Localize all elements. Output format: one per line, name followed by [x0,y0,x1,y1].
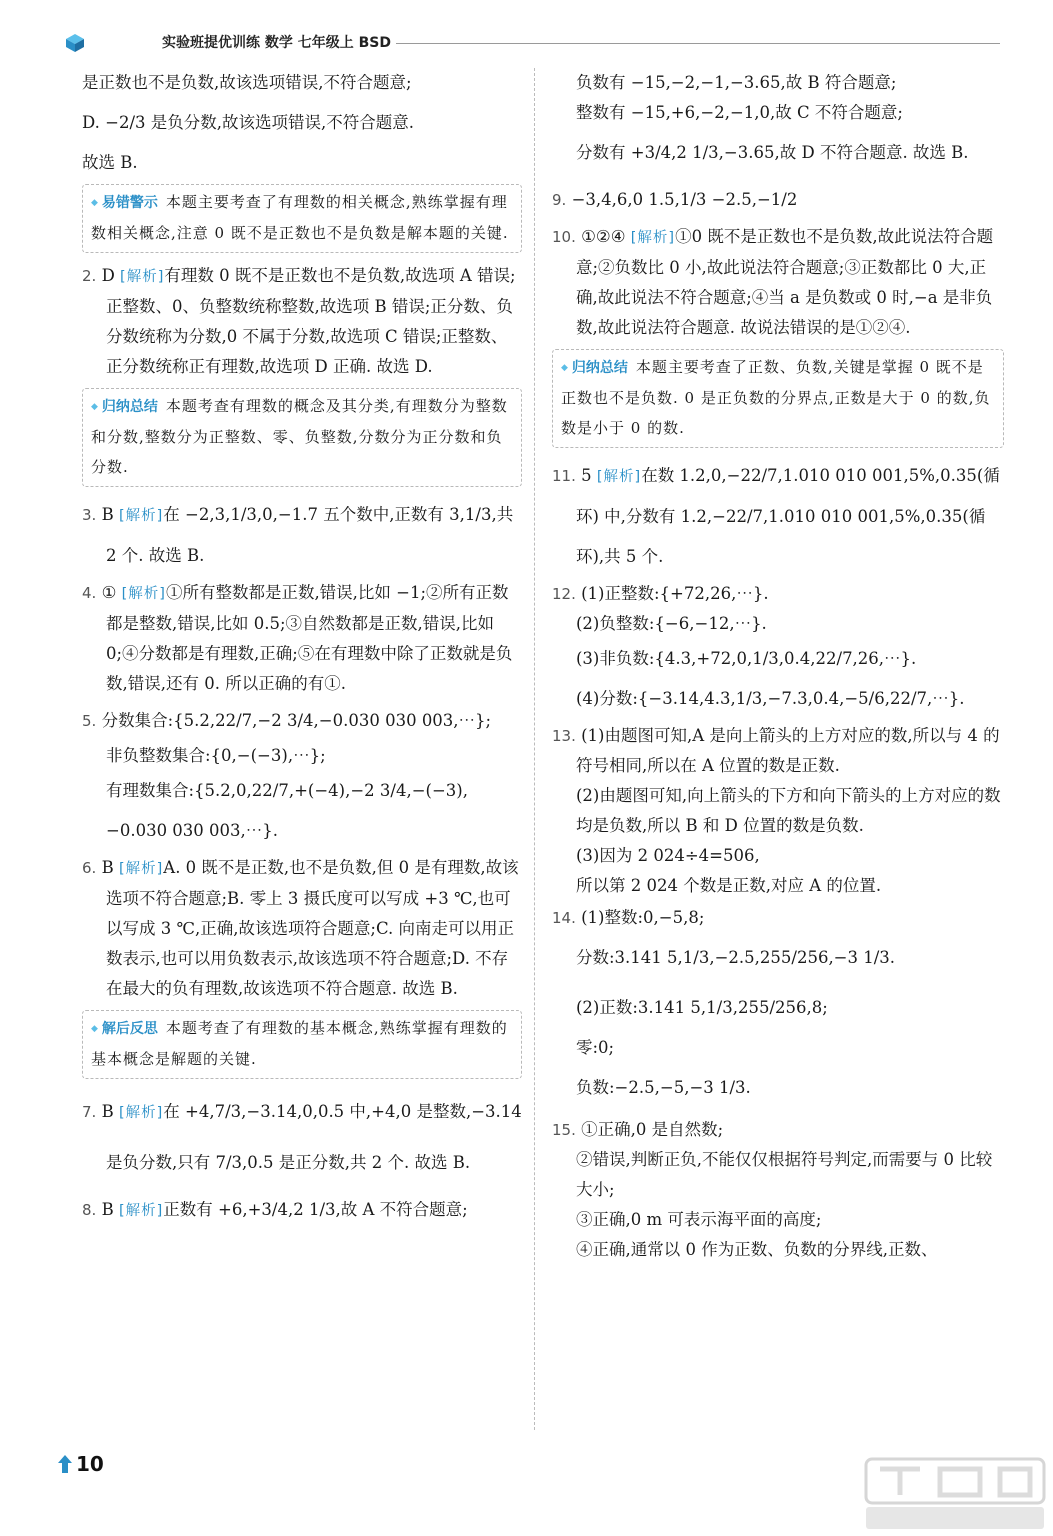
text-line [552,933,1004,983]
text-body: 故选 B. [82,153,138,172]
tip-box [82,388,522,487]
text-line [82,741,522,771]
question-number: 9. [552,191,567,209]
watermark-logo [860,1455,1050,1533]
text-body: 负数:−2.5,−5,−3 1/3. [576,1078,751,1097]
analysis-tag: [解析] [118,1203,164,1219]
text-body: 非负整数集合:{0,−(−3),⋯}; [106,746,326,765]
right-column [552,68,1004,1265]
text-body: 正数有 +6,+3/4,2 1/3,故 A 不符合题意; [163,1200,468,1219]
text-body: (1)整数:0,−5,8; [581,908,705,927]
question-item [82,1087,522,1188]
question-item [82,701,522,741]
tip-label: ◆ 归纳总结 [91,399,158,415]
answer: 5 [581,466,592,485]
tip-box [82,184,522,253]
question-number: 12. [552,585,576,603]
answer: B [101,1200,114,1219]
text-line [552,983,1004,1033]
text-line [82,148,522,178]
text-body: ①0 既不是正数也不是负数,故此说法符合题意;②负数比 0 小,故此说法符合题意;③正数都比 0 大,正确,故此说法不符合题意;④当 a 是负数或 0 时,−a 是非负数,故此说法符合题意. 故说法错误的是①②④. [576,227,994,337]
text-body: 分数:3.141 5,1/3,−2.5,255/256,−3 1/3. [576,948,896,967]
text-body: 有理数 0 既不是正数也不是负数,故选项 A 错误;正整数、0、负整数统称整数,故选项 B 错误;正分数、负分数统称为分数,0 不属于分数,故选项 C 错误;正整数、正分数统称正有理数,故选项 D 正确. 故选 D. [106,266,516,376]
question-item [82,1190,522,1231]
question-number: 3. [82,506,97,524]
question-number: 11. [552,467,576,485]
question-item [552,222,1004,343]
question-item [552,579,1004,609]
question-item [552,903,1004,933]
text-line [552,639,1004,679]
text-body: D. −2/3 是负分数,故该选项错误,不符合题意. [82,113,414,132]
page-header [60,30,1000,56]
answer: D [101,266,115,285]
text-line [552,98,1004,128]
answer: ① [101,583,117,602]
tip-label: ◆ 解后反思 [91,1021,158,1037]
question-number: 6. [82,859,97,877]
answer: B [101,858,114,877]
analysis-tag: [解析] [120,269,165,285]
column-divider [534,68,535,1430]
text-body: (1)由题图可知,A 是向上箭头的上方对应的数,所以与 4 的符号相同,所以在 A 位置的数是正数. [576,726,1000,775]
text-line [552,1235,1004,1265]
left-column [82,68,522,1231]
text-line [552,128,1004,178]
text-body: ③正确,0 m 可表示海平面的高度; [576,1210,822,1229]
tip-text: 本题考查了有理数的基本概念,熟练掌握有理数的基本概念是解题的关键. [91,1019,508,1068]
question-item [82,853,522,1004]
text-body: 是正数也不是负数,故该选项错误,不符合题意; [82,73,412,92]
text-body: ①正确,0 是自然数; [581,1120,724,1139]
tip-label: ◆ 归纳总结 [561,360,628,376]
tip-box [82,1010,522,1079]
question-item [82,495,522,576]
tip-label: ◆ 易错警示 [91,195,158,211]
book-logo-icon [64,32,86,54]
analysis-tag: [解析] [118,861,164,877]
tip-text: 本题主要考查了正数、负数,关键是掌握 0 既不是正数也不是负数. 0 是正负数的分界点,正数是大于 0 的数,负数是小于 0 的数. [561,358,991,437]
question-number: 2. [82,267,97,285]
analysis-tag: [解析] [118,508,164,524]
text-body: (2)由题图可知,向上箭头的下方和向下箭头的上方对应的数均是负数,所以 B 和 D 位置的数是负数. [576,786,1001,835]
text-body: 整数有 −15,+6,−2,−1,0,故 C 不符合题意; [576,103,903,122]
header-title: 实验班提优训练 数学 七年级上 BSD [162,35,391,51]
page-number: 10 [76,1452,104,1476]
question-number: 14. [552,909,576,927]
answer: ①②④ [581,227,626,246]
text-line [552,68,1004,98]
text-line [82,68,522,98]
tip-box [552,349,1004,448]
text-line [552,871,1004,901]
text-body: ②错误,判断正负,不能仅仅根据符号判定,而需要与 0 比较大小; [576,1150,993,1199]
analysis-tag: [解析] [596,469,642,485]
text-body: (3)非负数:{4.3,+72,0,1/3,0.4,22/7,26,⋯}. [576,649,917,668]
question-item [82,578,522,699]
question-item [552,1115,1004,1145]
analysis-tag: [解析] [121,586,166,602]
text-line [552,781,1004,841]
text-line [552,1063,1004,1113]
question-number: 7. [82,1103,97,1121]
text-body: 零:0; [576,1038,615,1057]
text-body: 有理数集合:{5.2,0,22/7,+(−4),−2 3/4,−(−3),−0.030 030 003,⋯}. [106,781,468,840]
question-number: 10. [552,228,576,246]
text-body: 在 +4,7/3,−3.14,0,0.5 中,+4,0 是整数,−3.14 是负分数,只有 7/3,0.5 是正分数,共 2 个. 故选 B. [106,1102,522,1172]
text-line [82,771,522,851]
question-number: 15. [552,1121,576,1139]
page-footer [58,1452,104,1476]
text-line [552,679,1004,719]
text-body: (2)负整数:{−6,−12,⋯}. [576,614,767,633]
text-line [552,1205,1004,1235]
question-number: 8. [82,1201,97,1219]
text-line [552,609,1004,639]
text-body: 分数有 +3/4,2 1/3,−3.65,故 D 不符合题意. 故选 B. [576,143,969,162]
text-line [552,1033,1004,1063]
text-line [552,1145,1004,1205]
text-body: ④正确,通常以 0 作为正数、负数的分界线,正数、 [576,1240,938,1259]
question-item [82,261,522,382]
text-body: (1)正整数:{+72,26,⋯}. [581,584,769,603]
text-body: A. 0 既不是正数,也不是负数,但 0 是有理数,故该选项不符合题意;B. 零上 3 摄氏度可以写成 +3 ℃,也可以写成 3 ℃,正确,故该选项符合题意;C. 向南走可以用正数表示,也可以用负数表示,故该选项不符合题意;D. 不存在最大的负有理数,故该选项不符合题意. 故选 B. [106,858,519,998]
analysis-tag: [解析] [118,1105,164,1121]
analysis-tag: [解析] [630,230,676,246]
question-number: 4. [82,584,97,602]
answer: B [101,505,114,524]
text-body: 在数 1.2,0,−22/7,1.010 010 001,5%,0.35(循环) 中,分数有 1.2,−22/7,1.010 010 001,5%,0.35(循环),共 5 个. [576,466,1000,566]
question-number: 13. [552,727,576,745]
text-line [552,841,1004,871]
text-body: 分数集合:{5.2,22/7,−2 3/4,−0.030 030 003,⋯}; [101,711,492,730]
question-item [552,456,1004,577]
text-body: −3,4,6,0 1.5,1/3 −2.5,−1/2 [571,190,798,209]
question-number: 5. [82,712,97,730]
tip-text: 本题主要考查了有理数的相关概念,熟练掌握有理数相关概念,注意 0 既不是正数也不是负数是解本题的关键. [91,193,509,242]
text-body: 所以第 2 024 个数是正数,对应 A 的位置. [576,876,882,895]
text-body: 负数有 −15,−2,−1,−3.65,故 B 符合题意; [576,73,897,92]
tip-text: 本题考查有理数的概念及其分类,有理数分为整数和分数,整数分为正整数、零、负整数,分数分为正分数和负分数. [91,397,508,476]
text-body: ①所有整数都是正数,错误,比如 −1;②所有正数都是整数,错误,比如 0.5;③自然数都是正数,错误,比如 0;④分数都是有理数,正确;⑤在有理数中除了正数就是负数,错误,还有 0. 所以正确的有①. [106,583,513,693]
header-rule [396,43,1000,44]
arrow-up-icon [58,1455,72,1473]
question-item [552,721,1004,781]
answer: B [101,1102,114,1121]
question-item [552,180,1004,220]
text-body: (4)分数:{−3.14,4.3,1/3,−7.3,0.4,−5/6,22/7,⋯}. [576,689,965,708]
text-line [82,98,522,148]
text-body: (2)正数:3.141 5,1/3,255/256,8; [576,998,828,1017]
text-body: (3)因为 2 024÷4=506, [576,846,760,865]
text-body: 在 −2,3,1/3,0,−1.7 五个数中,正数有 3,1/3,共 2 个. 故选 B. [106,505,514,565]
